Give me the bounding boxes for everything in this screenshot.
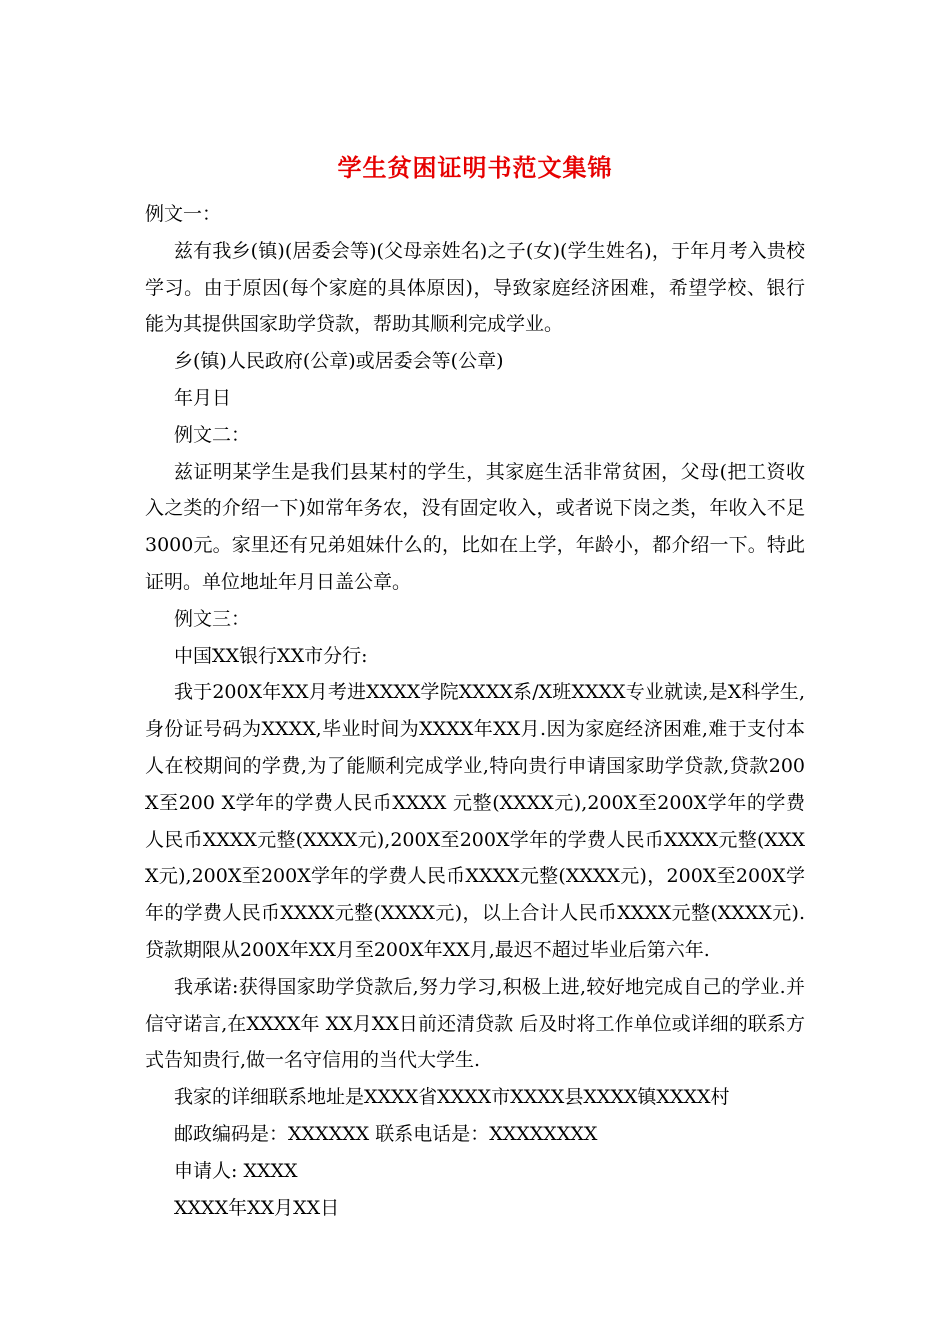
paragraph-example-3-address: 我家的详细联系地址是XXXX省XXXX市XXXX县XXXX镇XXXX村 [174, 1086, 730, 1109]
document-title: 学生贫困证明书范文集锦 [337, 153, 613, 182]
paragraph-example-1-body: 兹有我乡(镇)(居委会等)(父母亲姓名)之子(女)(学生姓名)，于年月考入贵校学习。由于原因(每个家庭的具体原因)，导致家庭经济困难，希望学校、银行能为其提供国家助学贷款，帮助其顺利完成学业。 [145, 239, 805, 336]
paragraph-example-2-heading: 例文二： [174, 423, 251, 446]
document-page [145, 150, 805, 1226]
paragraph-example-3-body: 我于200X年XX月考进XXXX学院XXXX系/X班XXXX专业就读,是X科学生,身份证号码为XXXX,毕业时间为XXXX年XX月.因为家庭经济困难,难于支付本人在校期间的学费,为了能顺利完成学业,特向贵行申请国家助学贷款,贷款200 X至200 X学年的学费人民币XXXX 元整(XXXX元),200X至200X学年的学费人民币XXXX元整(XXXX元),200X至200X学年的学费人民币XXXX元整(XXXX元),200X至200X学年的学费人民币XXXX元整(XXXX元)，200X至200X学年的学费人民币XXXX元整(XXXX元)，以上合计人民币XXXX元整(XXXX元).贷款期限从200X年XX月至200X年XX月,最迟不超过毕业后第六年. [145, 681, 805, 961]
paragraph-example-3-contact: 邮政编码是：XXXXXX 联系电话是：XXXXXXXX [174, 1122, 598, 1145]
paragraph-example-1-date: 年月日 [174, 386, 232, 409]
paragraph-example-1-heading: 例文一： [145, 203, 222, 225]
paragraph-example-3-date: XXXX年XX月XX日 [174, 1196, 340, 1219]
paragraph-example-1-seal: 乡(镇)人民政府(公章)或居委会等(公章) [174, 350, 504, 373]
paragraph-example-3-heading: 例文三： [174, 607, 251, 630]
paragraph-example-3-promise: 我承诺:获得国家助学贷款后,努力学习,积极上进,较好地完成自己的学业.并信守诺言,在XXXX年 XX月XX日前还清贷款 后及时将工作单位或详细的联系方式告知贵行,做一名守信用的当代大学生. [145, 975, 805, 1072]
paragraph-example-2-body: 兹证明某学生是我们县某村的学生，其家庭生活非常贫困，父母(把工资收入之类的介绍一下)如常年务农，没有固定收入，或者说下岗之类，年收入不足3000元。家里还有兄弟姐妹什么的，比如在上学，年龄小，都介绍一下。特此证明。单位地址年月日盖公章。 [145, 460, 805, 593]
paragraph-example-3-applicant: 申请人: XXXX [174, 1159, 298, 1182]
paragraph-example-3-salutation: 中国XX银行XX市分行: [174, 644, 368, 667]
